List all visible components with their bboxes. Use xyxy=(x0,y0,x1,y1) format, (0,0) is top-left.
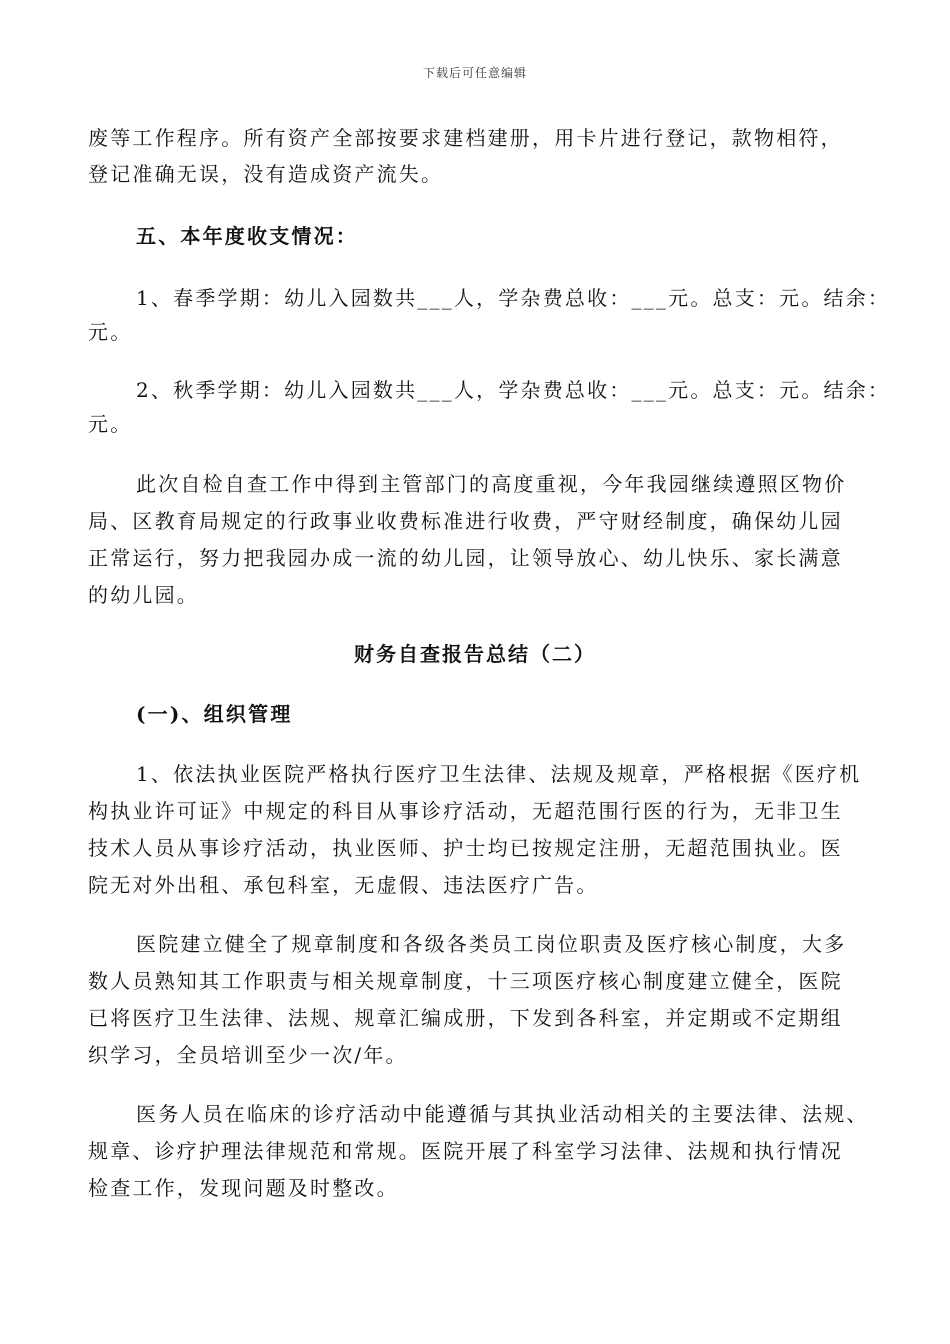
paragraph-3-line-1: 1、依法执业医院严格执行医疗卫生法律、法规及规章，严格根据《医疗机 xyxy=(136,762,862,786)
item-2-line-2: 元。 xyxy=(88,412,133,436)
paragraph-2-line-3: 正常运行，努力把我园办成一流的幼儿园，让领导放心、幼儿快乐、家长满意 xyxy=(88,546,843,570)
item-1-line-1: 1、春季学期：幼儿入园数共___人，学杂费总收：___元。总支：元。结余： xyxy=(136,286,891,310)
section-heading-5: 五、本年度收支情况： xyxy=(136,224,358,248)
paragraph-4-line-3: 已将医疗卫生法律、法规、规章汇编成册，下发到各科室，并定期或不定期组 xyxy=(88,1006,843,1030)
paragraph-4-line-4: 织学习，全员培训至少一次/年。 xyxy=(88,1043,408,1067)
paragraph-3-line-4: 院无对外出租、承包科室，无虚假、违法医疗广告。 xyxy=(88,873,599,897)
paragraph-2-line-2: 局、区教育局规定的行政事业收费标准进行收费，严守财经制度，确保幼儿园 xyxy=(88,509,843,533)
paragraph-1-line-1: 废等工作程序。所有资产全部按要求建档建册，用卡片进行登记，款物相符， xyxy=(88,126,843,150)
paragraph-4-line-1: 医院建立健全了规章制度和各级各类员工岗位职责及医疗核心制度，大多 xyxy=(136,932,847,956)
paragraph-4-line-2: 数人员熟知其工作职责与相关规章制度，十三项医疗核心制度建立健全，医院 xyxy=(88,969,843,993)
paragraph-5-line-1: 医务人员在临床的诊疗活动中能遵循与其执业活动相关的主要法律、法规、 xyxy=(136,1102,869,1126)
paragraph-2-line-1: 此次自检自查工作中得到主管部门的高度重视，今年我园继续遵照区物价 xyxy=(136,472,847,496)
section-title-2: 财务自查报告总结（二） xyxy=(354,642,596,666)
item-1-line-2: 元。 xyxy=(88,320,133,344)
paragraph-5-line-2: 规章、诊疗护理法律规范和常规。医院开展了科室学习法律、法规和执行情况 xyxy=(88,1139,843,1163)
paragraph-3-line-2: 构执业许可证》中规定的科目从事诊疗活动，无超范围行医的行为，无非卫生 xyxy=(88,799,843,823)
paragraph-1-line-2: 登记准确无误，没有造成资产流失。 xyxy=(88,162,444,186)
paragraph-2-line-4: 的幼儿园。 xyxy=(88,583,199,607)
header-note: 下载后可任意编辑 xyxy=(422,66,527,80)
paragraph-3-line-3: 技术人员从事诊疗活动，执业医师、护士均已按规定注册，无超范围执业。医 xyxy=(88,836,843,860)
item-2-line-1: 2、秋季学期：幼儿入园数共___人，学杂费总收：___元。总支：元。结余： xyxy=(136,378,891,402)
paragraph-5-line-3: 检查工作，发现问题及时整改。 xyxy=(88,1176,399,1200)
heading-organization-management: (一)、组织管理 xyxy=(136,702,293,726)
